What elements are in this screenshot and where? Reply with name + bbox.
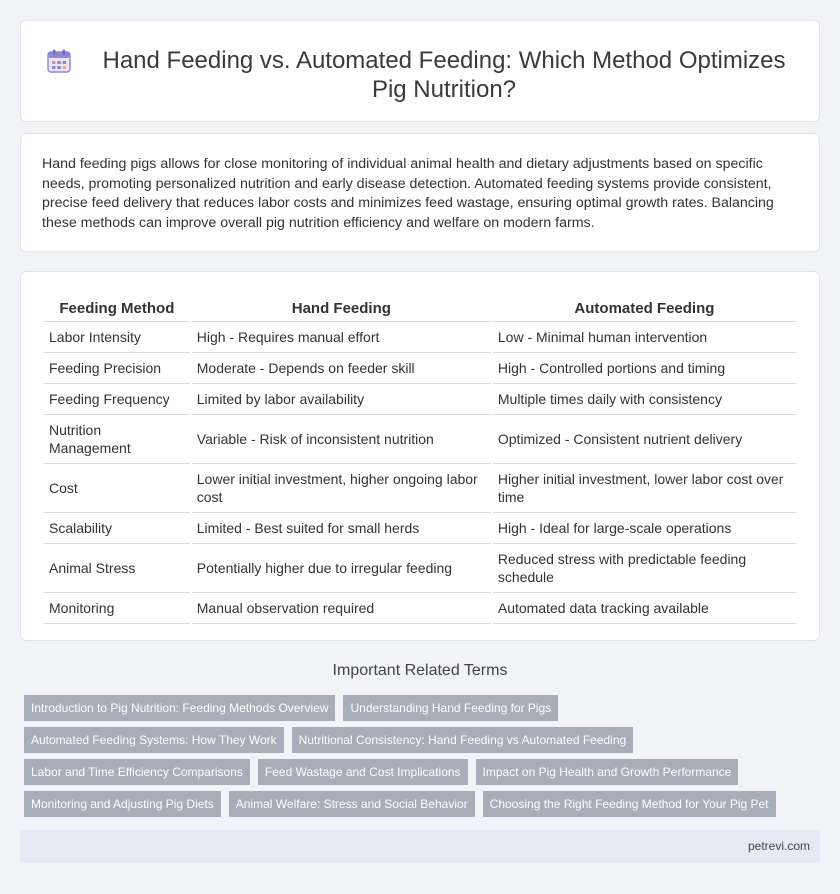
table-cell: Cost (44, 464, 190, 513)
tag-row (24, 791, 824, 817)
related-term-tag[interactable]: Automated Feeding Systems: How They Work (24, 727, 284, 753)
table-row (44, 593, 796, 624)
table-row (44, 353, 796, 384)
table-cell: High - Ideal for large-scale operations (493, 513, 796, 544)
column-header: Hand Feeding (192, 296, 491, 322)
table-cell: Lower initial investment, higher ongoing labor cost (192, 464, 491, 513)
table-cell: Reduced stress with predictable feeding schedule (493, 544, 796, 593)
table-cell: Manual observation required (192, 593, 491, 624)
calendar-icon (46, 48, 72, 74)
related-term-tag[interactable]: Impact on Pig Health and Growth Performance (476, 759, 739, 785)
related-term-tag[interactable]: Understanding Hand Feeding for Pigs (343, 695, 558, 721)
tag-row (24, 695, 824, 721)
related-term-tag[interactable]: Choosing the Right Feeding Method for Your Pig Pet (483, 791, 776, 817)
tag-row (24, 727, 824, 753)
table-row (44, 384, 796, 415)
table-header-row (44, 296, 796, 322)
related-terms-list (24, 695, 824, 823)
table-cell: High - Requires manual effort (192, 322, 491, 353)
related-term-tag[interactable]: Labor and Time Efficiency Comparisons (24, 759, 250, 785)
tag-row (24, 759, 824, 785)
table-cell: Multiple times daily with consistency (493, 384, 796, 415)
related-term-tag[interactable]: Nutritional Consistency: Hand Feeding vs Automated Feeding (292, 727, 634, 753)
table-cell: Labor Intensity (44, 322, 190, 353)
table-cell: Moderate - Depends on feeder skill (192, 353, 491, 384)
table-cell: Higher initial investment, lower labor cost over time (493, 464, 796, 513)
table-cell: Limited - Best suited for small herds (192, 513, 491, 544)
header-card (20, 20, 820, 122)
table-cell: Animal Stress (44, 544, 190, 593)
comparison-table (42, 296, 798, 624)
table-cell: Potentially higher due to irregular feeding (192, 544, 491, 593)
table-cell: Feeding Precision (44, 353, 190, 384)
table-row (44, 464, 796, 513)
table-cell: Low - Minimal human intervention (493, 322, 796, 353)
intro-paragraph: Hand feeding pigs allows for close monitoring of individual animal health and dietary adjustments based on specific needs, promoting personalized nutrition and early disease detection. Automated feeding systems provide consistent, precise feed delivery that reduces labor costs and minimizes feed wastage, ensuring optimal growth rates. Balancing these methods can improve overall pig nutrition efficiency and welfare on modern farms. (42, 156, 774, 231)
table-row (44, 513, 796, 544)
table-cell: Automated data tracking available (493, 593, 796, 624)
page-title: Hand Feeding vs. Automated Feeding: Which Method Optimizes Pig Nutrition? (102, 47, 786, 103)
table-cell: Limited by labor availability (192, 384, 491, 415)
table-cell: Scalability (44, 513, 190, 544)
column-header: Automated Feeding (493, 296, 796, 322)
related-term-tag[interactable]: Introduction to Pig Nutrition: Feeding Methods Overview (24, 695, 335, 721)
related-term-tag[interactable]: Feed Wastage and Cost Implications (258, 759, 468, 785)
table-cell: Variable - Risk of inconsistent nutrition (192, 415, 491, 464)
intro-card (20, 133, 820, 252)
related-term-tag[interactable]: Monitoring and Adjusting Pig Diets (24, 791, 221, 817)
table-cell: Monitoring (44, 593, 190, 624)
table-row (44, 322, 796, 353)
table-row (44, 544, 796, 593)
column-header: Feeding Method (44, 296, 190, 322)
footer (20, 830, 820, 863)
table-cell: Optimized - Consistent nutrient delivery (493, 415, 796, 464)
related-terms-heading: Important Related Terms (332, 662, 508, 679)
related-term-tag[interactable]: Animal Welfare: Stress and Social Behavior (229, 791, 475, 817)
table-cell: Nutrition Management (44, 415, 190, 464)
table-row (44, 415, 796, 464)
footer-site-link[interactable]: petrevi.com (747, 839, 810, 853)
table-cell: High - Controlled portions and timing (493, 353, 796, 384)
table-cell: Feeding Frequency (44, 384, 190, 415)
comparison-table-card (20, 271, 820, 641)
